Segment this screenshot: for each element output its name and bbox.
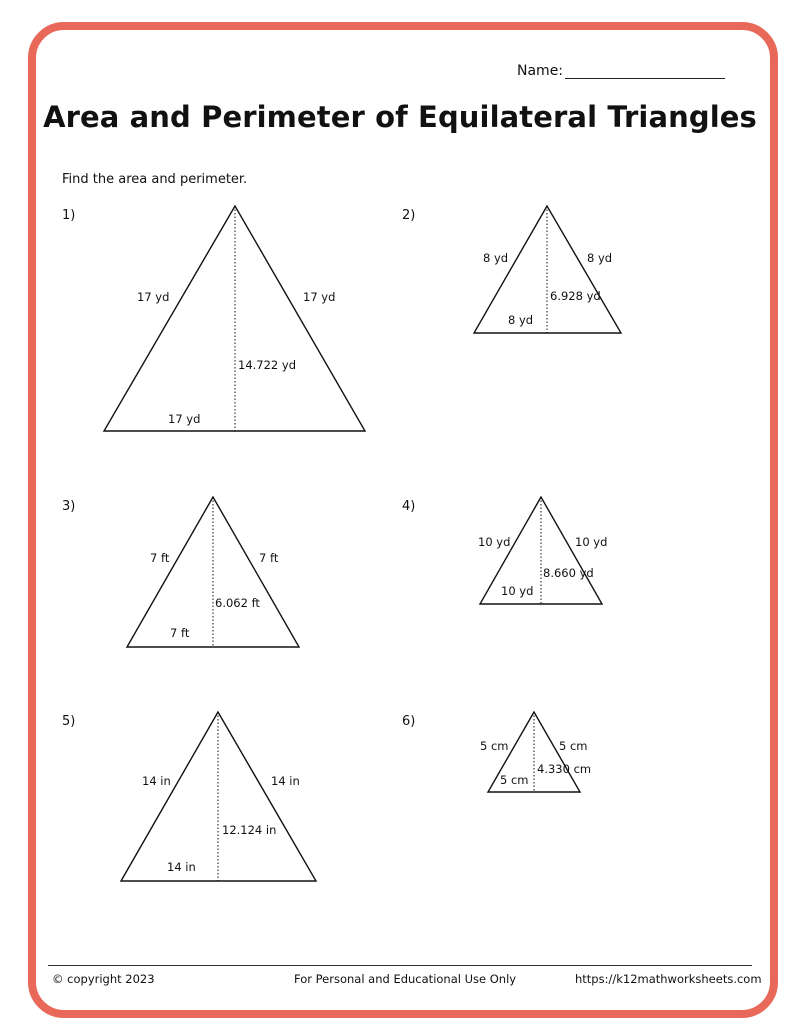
triangle-1-right-side-label: 17 yd [303,290,336,304]
triangle-2-left-side-label: 8 yd [483,251,509,265]
footer-copyright: © copyright 2023 [52,972,155,986]
triangle-2-right-side-label: 8 yd [587,251,613,265]
problem-2-number: 2) [402,208,416,223]
worksheet-title: Area and Perimeter of Equilateral Triangles [43,100,757,134]
triangle-4-height-label: 8.660 yd [543,566,594,580]
problem-3-number: 3) [62,499,76,514]
triangle-3-height-label: 6.062 ft [215,596,260,610]
footer-website[interactable]: https://k12mathworksheets.com [575,972,762,986]
problem-4-number: 4) [402,499,416,514]
footer-usage: For Personal and Educational Use Only [294,972,517,986]
instructions: Find the area and perimeter. [62,172,248,187]
triangle-1-left-side-label: 17 yd [137,290,170,304]
triangle-6-height-label: 4.330 cm [537,762,592,776]
triangle-3-base-label: 7 ft [170,626,190,640]
triangle-4-right-side-label: 10 yd [575,535,608,549]
triangle-5-left-side-label: 14 in [142,774,171,788]
triangle-1-height-label: 14.722 yd [238,358,296,372]
problem-6-number: 6) [402,714,416,729]
triangle-3-left-side-label: 7 ft [150,551,170,565]
name-label: Name: [517,63,564,79]
triangle-3-right-side-label: 7 ft [259,551,279,565]
problem-5-number: 5) [62,714,76,729]
triangle-2-height-label: 6.928 yd [550,289,601,303]
triangle-1-base-label: 17 yd [168,412,201,426]
triangle-5-height-label: 12.124 in [222,823,277,837]
triangle-5-right-side-label: 14 in [271,774,300,788]
triangle-2-base-label: 8 yd [508,313,534,327]
triangle-6-left-side-label: 5 cm [480,739,509,753]
footer-divider [48,965,752,966]
triangle-5-base-label: 14 in [167,860,196,874]
triangle-4-base-label: 10 yd [501,584,534,598]
triangle-4-left-side-label: 10 yd [478,535,511,549]
triangle-6-right-side-label: 5 cm [559,739,588,753]
problem-1-number: 1) [62,208,76,223]
triangle-6-base-label: 5 cm [500,773,529,787]
